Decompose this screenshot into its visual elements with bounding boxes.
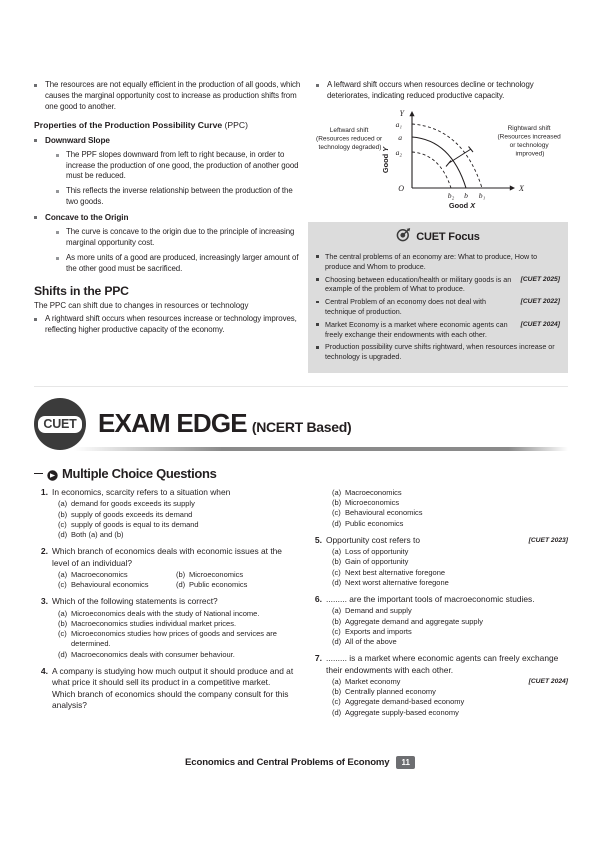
option-list bbox=[52, 609, 294, 660]
exam-tag: [CUET 2022] bbox=[520, 298, 560, 306]
property-title: Concave to the Origin bbox=[45, 213, 129, 223]
question-stem: A company is studying how much output it should produce and at what price it should sell its product in a competitive market. Which branch of economics should the company consult for this analysis? bbox=[52, 665, 294, 711]
option-item[interactable] bbox=[332, 488, 568, 498]
option-label: (a) bbox=[58, 499, 68, 509]
option-text: Macroeconomics studies individual market prices. bbox=[71, 619, 237, 629]
question-number: 6. bbox=[314, 594, 322, 605]
option-label: (b) bbox=[332, 498, 342, 508]
option-text: Macroeconomics bbox=[345, 488, 402, 497]
option-label: (c) bbox=[58, 580, 67, 590]
option-list bbox=[52, 499, 294, 540]
question-item bbox=[34, 487, 294, 540]
mcq-left-column bbox=[34, 487, 294, 724]
option-text: Macroeconomics deals with consumer behaviour. bbox=[71, 649, 235, 659]
option-label: (c) bbox=[332, 697, 341, 707]
option-text: Loss of opportunity bbox=[345, 547, 409, 557]
list-item bbox=[56, 253, 302, 275]
option-item[interactable] bbox=[332, 498, 568, 508]
left-bullet-list bbox=[34, 80, 302, 113]
option-item[interactable] bbox=[176, 570, 294, 580]
option-item[interactable] bbox=[332, 606, 568, 616]
option-list bbox=[326, 488, 568, 529]
question-stem: ......... are the important tools of macroeconomic studies. bbox=[326, 594, 535, 605]
option-list bbox=[52, 570, 294, 590]
focus-text: Production possibility curve shifts rightward, when resources increase or technology is upgraded. bbox=[325, 342, 555, 362]
question-stem bbox=[326, 535, 568, 546]
option-text: Microeconomics deals with the study of National income. bbox=[71, 608, 260, 618]
axis-x-label: Good X bbox=[448, 200, 476, 210]
option-item[interactable] bbox=[58, 570, 176, 580]
question-stem: In economics, scarcity refers to a situation when bbox=[52, 487, 231, 497]
list-item bbox=[34, 135, 302, 208]
option-label: (c) bbox=[332, 567, 341, 577]
mcq-columns bbox=[34, 487, 568, 724]
property-points bbox=[45, 150, 302, 209]
option-item[interactable] bbox=[332, 637, 568, 647]
question-item bbox=[308, 535, 568, 588]
option-label: (b) bbox=[176, 570, 186, 580]
question-item bbox=[308, 594, 568, 647]
annotation-leftward-shift: Leftward shift (Resources reduced or technology degraded) bbox=[316, 126, 383, 151]
option-text: Exports and imports bbox=[345, 626, 412, 636]
list-item bbox=[316, 320, 560, 340]
point-text: The curve is concave to the origin due to the principle of increasing marginal opportunity cost. bbox=[66, 227, 295, 247]
option-text: supply of goods is equal to its demand bbox=[71, 519, 199, 529]
point-text: As more units of a good are produced, increasingly larger amount of the other good must be sacrificed. bbox=[66, 252, 299, 273]
option-item[interactable] bbox=[332, 708, 568, 718]
option-text: Centrally planned economy bbox=[345, 687, 436, 697]
option-text: Gain of opportunity bbox=[345, 557, 409, 567]
question-number: 7. bbox=[314, 653, 322, 664]
focus-text: Central Problem of an economy does not deal with technique of production. bbox=[325, 297, 487, 316]
option-label: (b) bbox=[332, 557, 342, 567]
option-item[interactable] bbox=[58, 520, 294, 530]
mcq-section-title: Multiple Choice Questions bbox=[62, 466, 217, 481]
property-points bbox=[45, 227, 302, 275]
list-item bbox=[56, 186, 302, 208]
option-label: (d) bbox=[58, 649, 68, 659]
option-text: Market economy bbox=[345, 677, 401, 687]
option-label: (a) bbox=[332, 677, 342, 687]
option-label: (d) bbox=[332, 577, 342, 587]
list-item bbox=[56, 150, 302, 183]
option-item[interactable] bbox=[332, 508, 568, 518]
option-text: Microeconomics bbox=[345, 498, 400, 508]
option-item[interactable] bbox=[58, 580, 176, 590]
list-item bbox=[56, 227, 302, 249]
x-tick-b1: b₁ bbox=[478, 190, 486, 200]
mcq-section-header bbox=[34, 466, 217, 481]
option-item[interactable] bbox=[332, 627, 568, 637]
option-label: (d) bbox=[332, 707, 342, 717]
option-label: (a) bbox=[332, 606, 342, 616]
axis-x-tip: X bbox=[519, 183, 524, 193]
banner-subtitle: (NCERT Based) bbox=[251, 419, 352, 435]
list-item bbox=[316, 252, 560, 272]
right-bullet-list bbox=[316, 80, 568, 102]
option-item[interactable] bbox=[58, 499, 294, 509]
question-stem: Which of the following statements is correct? bbox=[52, 596, 218, 607]
option-text: Demand and supply bbox=[345, 606, 412, 616]
section-divider bbox=[34, 386, 568, 387]
option-label: (b) bbox=[332, 687, 342, 697]
option-item[interactable] bbox=[332, 687, 568, 697]
option-label: (d) bbox=[58, 530, 68, 540]
option-label: (c) bbox=[332, 508, 341, 518]
option-item[interactable] bbox=[332, 617, 568, 627]
focus-text: Choosing between education/health or military goods is an example of the problem of What to produce. bbox=[325, 274, 512, 294]
option-text: Public economics bbox=[345, 518, 404, 528]
option-item[interactable] bbox=[332, 697, 568, 707]
option-item[interactable] bbox=[176, 580, 294, 590]
list-item bbox=[316, 342, 560, 362]
properties-list bbox=[34, 135, 302, 275]
question-number: 5. bbox=[314, 534, 322, 545]
option-item[interactable] bbox=[332, 578, 568, 588]
bullet-text: A leftward shift occurs when resources decline or technology deteriorates, indicating reduced productive capacity. bbox=[327, 80, 534, 100]
question-number: 1. bbox=[40, 487, 48, 497]
annotation-rightward-shift: Rightward shift (Resources increased or technology improved) bbox=[497, 124, 561, 158]
option-item[interactable] bbox=[332, 557, 568, 567]
y-tick-a2: a₂ bbox=[395, 147, 402, 157]
footer-chapter-title: Economics and Central Problems of Economy bbox=[185, 757, 390, 768]
point-text: This reflects the inverse relationship between the production of the two goods. bbox=[66, 186, 293, 207]
option-item[interactable] bbox=[58, 510, 294, 520]
bullet-text: A rightward shift occurs when resources increase or technology improves, reflecting higher productive capacity of the economy. bbox=[45, 313, 297, 334]
question-item bbox=[34, 546, 294, 590]
option-text: Aggregate supply-based economy bbox=[345, 707, 459, 717]
question-stem: ......... is a market where economic agents can freely exchange their endowments with each other. bbox=[326, 653, 559, 675]
banner-underline bbox=[74, 447, 568, 451]
exam-tag: [CUET 2024] bbox=[528, 678, 568, 686]
ppc-diagram-svg bbox=[316, 108, 568, 210]
cuet-focus-list bbox=[316, 252, 560, 362]
shifts-intro: The PPC can shift due to changes in resources or technology bbox=[34, 300, 249, 310]
question-item bbox=[34, 596, 294, 659]
properties-heading-bold: Properties of the Production Possibility Curve bbox=[34, 119, 223, 130]
list-item bbox=[34, 212, 302, 275]
option-label: (c) bbox=[58, 519, 67, 529]
list-item bbox=[34, 80, 302, 113]
cuet-focus-header bbox=[316, 227, 560, 247]
option-label: (c) bbox=[58, 629, 67, 639]
properties-heading bbox=[34, 120, 302, 131]
page-number-badge: 11 bbox=[396, 756, 414, 769]
option-text: Behavioural economics bbox=[345, 508, 423, 518]
option-label: (a) bbox=[332, 547, 342, 557]
option-label: (d) bbox=[332, 518, 342, 528]
x-tick-b2: b₂ bbox=[447, 190, 455, 200]
option-label: (d) bbox=[332, 637, 342, 647]
question-number: 3. bbox=[40, 596, 48, 607]
target-dart-icon bbox=[396, 227, 411, 247]
option-list bbox=[326, 677, 568, 718]
mcq-right-column bbox=[308, 487, 568, 724]
question-stem: Which branch of economics deals with economic issues at the level of an individual? bbox=[52, 546, 282, 568]
option-list bbox=[326, 606, 568, 647]
exam-tag: [CUET 2023] bbox=[528, 536, 568, 544]
property-title: Downward Slope bbox=[45, 135, 110, 145]
option-item[interactable] bbox=[58, 530, 294, 540]
axis-y-label: Good Y bbox=[381, 146, 390, 173]
y-tick-a: a bbox=[398, 132, 402, 142]
option-item[interactable] bbox=[332, 547, 568, 557]
properties-heading-normal: (PPC) bbox=[224, 119, 248, 130]
option-item[interactable] bbox=[58, 650, 294, 660]
list-item bbox=[316, 297, 560, 317]
option-text: Aggregate demand and aggregate supply bbox=[345, 616, 484, 626]
arrow-circle-icon bbox=[47, 468, 58, 479]
exam-edge-banner bbox=[34, 396, 568, 452]
option-label: (a) bbox=[58, 570, 68, 580]
option-item[interactable] bbox=[332, 519, 568, 529]
option-text: Microeconomics studies how prices of goods and services are determined. bbox=[71, 629, 277, 649]
question-stem-text: Opportunity cost refers to bbox=[326, 534, 421, 545]
question-number: 4. bbox=[40, 665, 48, 676]
list-item bbox=[34, 314, 302, 336]
cuet-focus-box bbox=[308, 222, 568, 373]
focus-text: The central problems of an economy are: What to produce, How to produce and Whom to produce. bbox=[325, 252, 538, 271]
option-text: Behavioural economics bbox=[71, 580, 149, 590]
option-label: (c) bbox=[332, 626, 341, 636]
option-item[interactable] bbox=[332, 568, 568, 578]
option-text: All of the above bbox=[345, 637, 397, 647]
option-label: (b) bbox=[58, 509, 68, 519]
y-tick-a1: a₁ bbox=[395, 119, 402, 129]
ppc-shift-diagram bbox=[316, 108, 568, 210]
point-text: The PPF slopes downward from left to right because, in order to increase the production of one good, the production of another good must be reduced. bbox=[66, 149, 299, 181]
question-item bbox=[34, 666, 294, 712]
page-footer bbox=[0, 756, 600, 769]
option-list bbox=[326, 547, 568, 588]
banner-title-main: EXAM EDGE bbox=[98, 408, 247, 438]
cuet-badge bbox=[34, 398, 86, 450]
option-label: (b) bbox=[332, 616, 342, 626]
option-text: Aggregate demand-based economy bbox=[345, 697, 465, 707]
option-item[interactable] bbox=[58, 619, 294, 629]
exam-tag: [CUET 2024] bbox=[520, 320, 560, 328]
option-item[interactable] bbox=[58, 629, 294, 649]
x-tick-b: b bbox=[464, 190, 468, 200]
cuet-badge-label: CUET bbox=[38, 416, 81, 433]
shifts-heading: Shifts in the PPC bbox=[34, 283, 129, 298]
option-text: Microeconomics bbox=[189, 570, 244, 580]
option-item[interactable] bbox=[58, 609, 294, 619]
option-text: supply of goods exceeds its demand bbox=[71, 509, 193, 519]
question-number: 2. bbox=[40, 546, 48, 557]
bullet-text: The resources are not equally efficient in the production of all goods, which causes the marginal opportunity cost to increase as production shifts from one good to another. bbox=[45, 80, 301, 111]
cuet-focus-title: CUET Focus bbox=[416, 231, 480, 243]
question-item bbox=[308, 653, 568, 718]
banner-title bbox=[98, 408, 351, 439]
notes-left-column bbox=[34, 80, 302, 339]
question-continuation bbox=[308, 488, 568, 529]
option-label: (a) bbox=[58, 608, 68, 618]
exam-tag: [CUET 2025] bbox=[520, 275, 560, 283]
list-item bbox=[316, 275, 560, 295]
shifts-bullet-list bbox=[34, 314, 302, 336]
option-item[interactable] bbox=[332, 677, 568, 687]
origin-label: O bbox=[398, 183, 404, 193]
focus-text: Market Economy is a market where economic agents can freely exchange their endowments with each other. bbox=[325, 319, 508, 339]
axis-y-tip: Y bbox=[399, 108, 404, 118]
lead-line bbox=[34, 473, 43, 475]
option-label: (b) bbox=[58, 619, 68, 629]
option-label: (a) bbox=[332, 488, 342, 497]
list-item bbox=[316, 80, 568, 102]
option-text: Next worst alternative foregone bbox=[345, 577, 449, 587]
option-text: demand for goods exceeds its supply bbox=[71, 499, 195, 509]
option-text: Macroeconomics bbox=[71, 570, 128, 580]
option-text: Next best alternative foregone bbox=[345, 567, 446, 577]
option-text: Both (a) and (b) bbox=[71, 530, 124, 540]
option-text: Public economics bbox=[189, 580, 248, 590]
option-label: (d) bbox=[176, 580, 186, 590]
